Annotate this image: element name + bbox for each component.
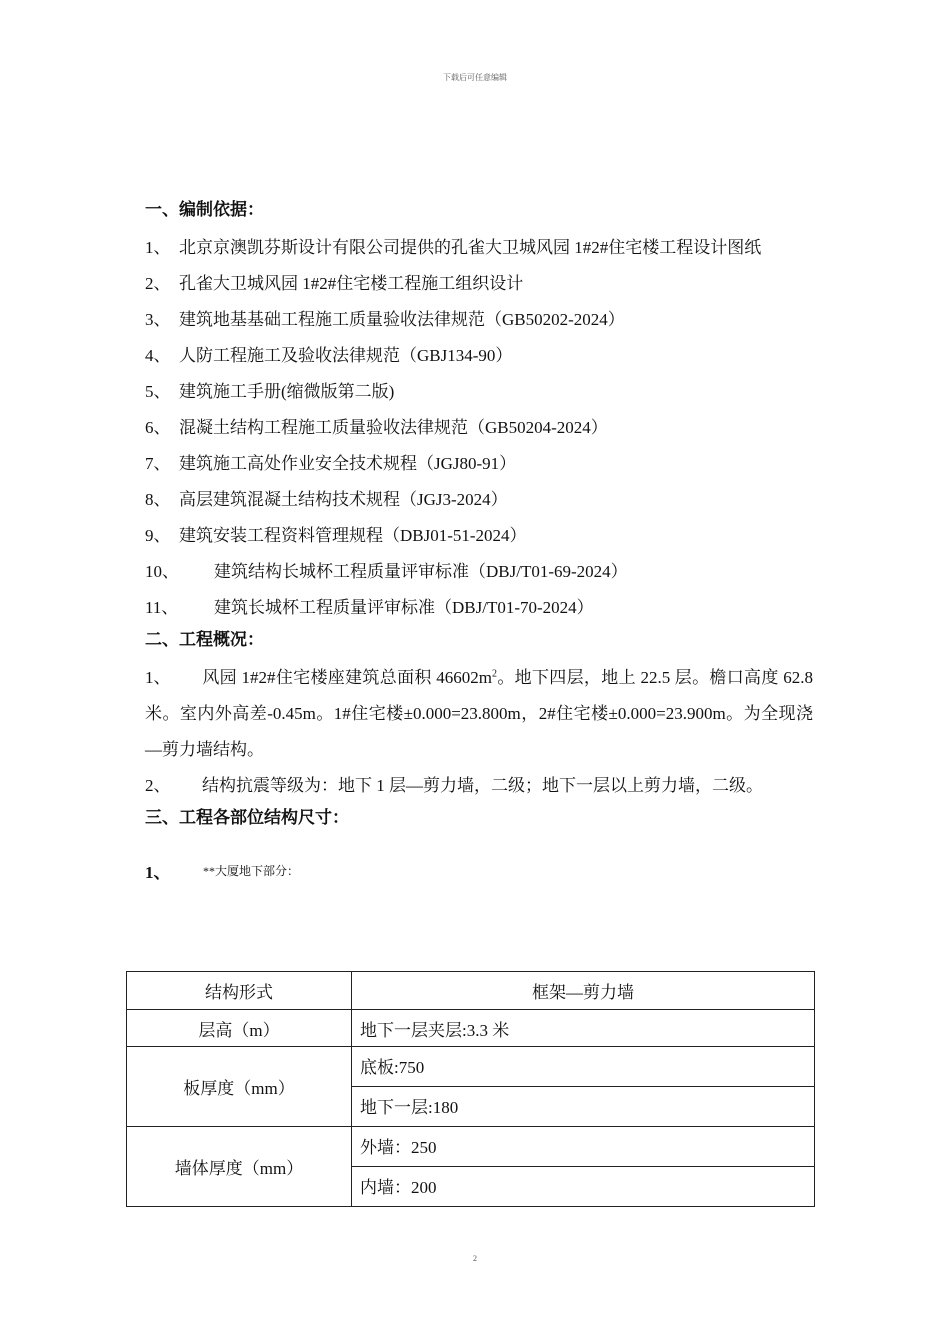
section-3-heading: 三、工程各部位结构尺寸： <box>145 808 349 827</box>
item-number: 3、 <box>145 310 171 329</box>
paragraph-number: 1、 <box>145 668 171 687</box>
list-item <box>145 266 813 302</box>
table-cell-value: 内墙：200 <box>352 1167 815 1207</box>
paragraph-text: 结构抗震等级为：地下 1 层—剪力墙，二级；地下一层以上剪力墙，二级。 <box>202 776 763 795</box>
list-item <box>145 230 813 266</box>
table-row <box>127 1010 815 1047</box>
table-cell-value: 外墙：250 <box>352 1127 815 1167</box>
structure-dimensions-table <box>126 971 815 1207</box>
item-number: 5、 <box>145 382 171 401</box>
list-item <box>145 482 813 518</box>
list-item <box>145 302 813 338</box>
list-item <box>145 338 813 374</box>
list-item <box>145 374 813 410</box>
item-text: 建筑结构长城杯工程质量评审标准（DBJ/T01-69-2024） <box>214 562 628 581</box>
paragraph-text: 。地下四层，地上 22.5 层。檐口高度 62.8 米。室内外高差-0.45m。1#住宅楼±0.000=23.800m，2#住宅楼±0.000=23.900m。为全现浇—剪力墙结构。 <box>145 668 814 759</box>
item-text: 建筑长城杯工程质量评审标准（DBJ/T01-70-2024） <box>214 598 594 617</box>
item-text: 建筑施工手册(缩微版第二版) <box>179 382 395 401</box>
document-body <box>145 196 813 908</box>
item-number: 7、 <box>145 454 171 473</box>
item-number: 11、 <box>145 598 179 617</box>
table-cell-value: 地下一层:180 <box>352 1087 815 1127</box>
item-text: 建筑安装工程资料管理规程（DBJ01-51-2024） <box>179 526 527 545</box>
subsection-number: 1、 <box>145 862 171 882</box>
item-number: 9、 <box>145 526 171 545</box>
table-cell-value: 地下一层夹层:3.3 米 <box>352 1010 815 1047</box>
list-item <box>145 518 813 554</box>
item-number: 6、 <box>145 418 171 437</box>
item-text: 建筑地基基础工程施工质量验收法律规范（GB50202-2024） <box>179 310 625 329</box>
page-header: 下载后可任意编辑 <box>443 73 507 82</box>
table-cell-label: 板厚度（mm） <box>127 1047 352 1127</box>
paragraph-number: 2、 <box>145 776 171 795</box>
list-item <box>145 554 813 590</box>
table-cell-label: 墙体厚度（mm） <box>127 1127 352 1207</box>
subsection-text: **大厦地下部分： <box>203 863 300 878</box>
item-number: 10、 <box>145 562 179 581</box>
item-text: 混凝土结构工程施工质量验收法律规范（GB50204-2024） <box>179 418 608 437</box>
list-item <box>145 410 813 446</box>
table-row <box>127 1127 815 1167</box>
item-text: 建筑施工高处作业安全技术规程（JGJ80-91） <box>179 454 517 473</box>
section-1-heading: 一、编制依据： <box>145 200 264 219</box>
overview-paragraph-1 <box>145 660 813 768</box>
table-row <box>127 1047 815 1087</box>
page-number: 2 <box>473 1254 477 1263</box>
table-cell-value: 框架—剪力墙 <box>352 972 815 1010</box>
item-text: 孔雀大卫城风园 1#2#住宅楼工程施工组织设计 <box>179 274 524 293</box>
table-row <box>127 972 815 1010</box>
table-cell-value: 底板:750 <box>352 1047 815 1087</box>
superscript: 2 <box>492 668 498 680</box>
overview-paragraph-2 <box>145 768 813 804</box>
item-number: 2、 <box>145 274 171 293</box>
table-cell-label: 层高（m） <box>127 1010 352 1047</box>
subsection-heading <box>145 850 813 890</box>
item-number: 8、 <box>145 490 171 509</box>
table-cell-label: 结构形式 <box>127 972 352 1010</box>
section-2-heading: 二、工程概况： <box>145 630 264 649</box>
item-text: 北京京澳凯芬斯设计有限公司提供的孔雀大卫城风园 1#2#住宅楼工程设计图纸 <box>179 238 762 257</box>
item-text: 高层建筑混凝土结构技术规程（JGJ3-2024） <box>179 490 508 509</box>
item-number: 1、 <box>145 238 171 257</box>
item-text: 人防工程施工及验收法律规范（GBJ134-90） <box>179 346 513 365</box>
item-number: 4、 <box>145 346 171 365</box>
paragraph-text: 风园 1#2#住宅楼座建筑总面积 46602m <box>202 668 493 687</box>
list-item <box>145 446 813 482</box>
list-item <box>145 590 813 626</box>
